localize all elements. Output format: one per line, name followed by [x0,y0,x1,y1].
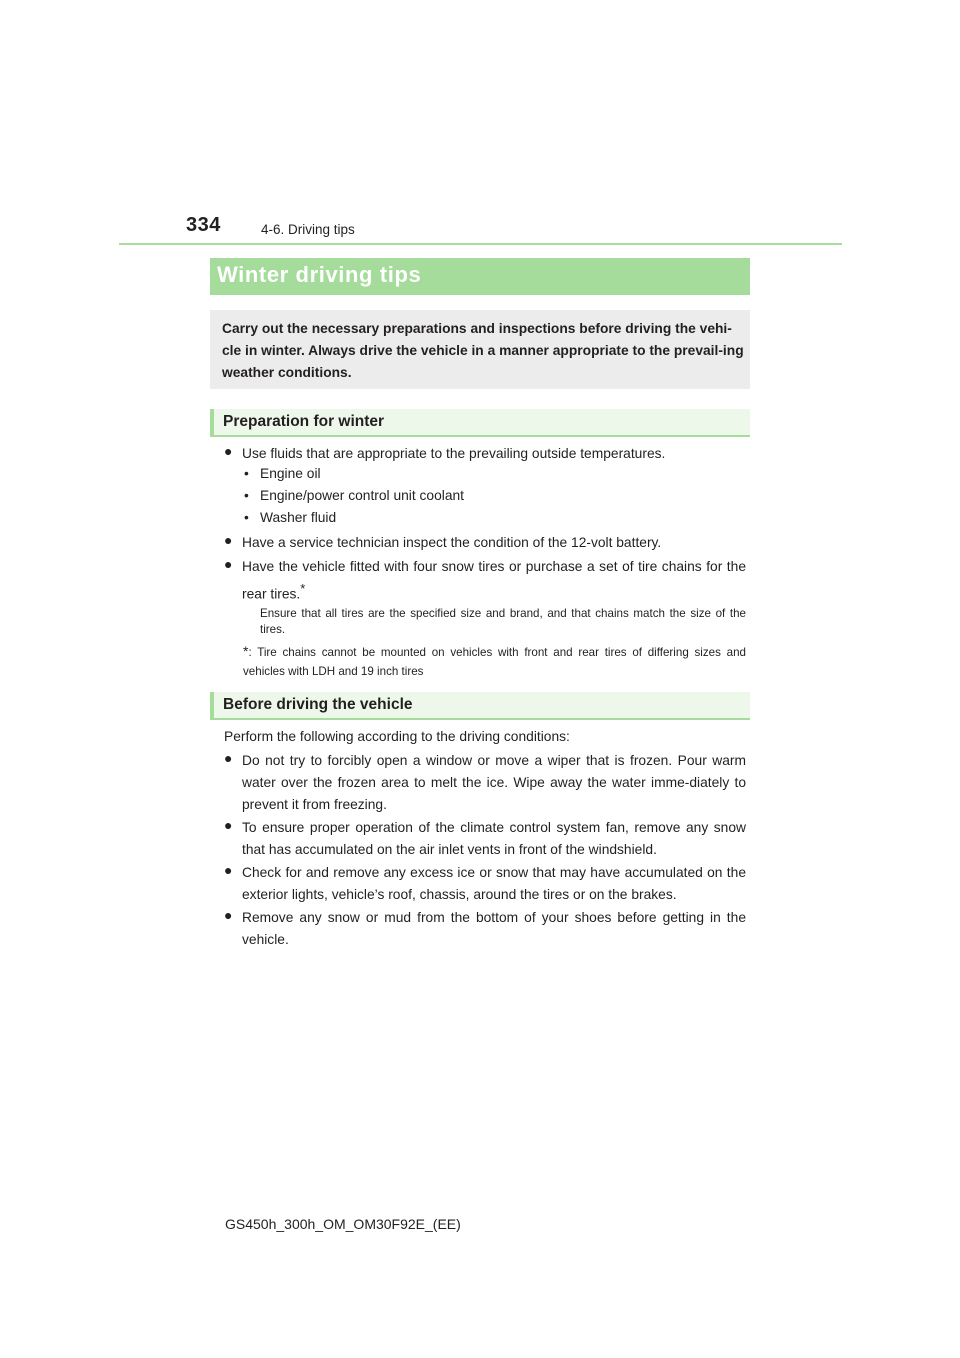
page-number: 334 [186,214,221,236]
bullet-marker: ● [224,817,233,833]
subheading-before-driving [210,692,750,720]
bullet-battery: Have a service technician inspect the condition of the 12-volt battery. [242,535,662,550]
bullet-marker: ● [224,907,233,923]
bullet-shoes: Remove any snow or mud from the bottom of your shoes before getting in the vehicle. [242,910,746,947]
page-title-band [210,258,750,295]
sub-item-engine-oil [244,466,321,481]
sub-marker: • [244,510,249,525]
sub-item-text: Engine oil [260,466,321,481]
tires-note: Ensure that all tires are the specified size and brand, and that chains match the size of the tires. [260,607,746,636]
subheading-before-driving-label: Before driving the vehicle [223,696,413,713]
subheading-preparation-label: Preparation for winter [223,413,385,430]
sub-item-coolant [244,488,464,503]
subheading-preparation [210,409,750,437]
bullet-air-inlet: To ensure proper operation of the climate control system fan, remove any snow that has accumulated on the air inlet vents in front of the windshield. [242,820,746,857]
bullet-tires [242,556,746,606]
footnote-text: : Tire chains cannot be mounted on vehicles with front and rear tires of differing sizes and vehicles with LDH and 19 inch tires [243,646,746,678]
bullet-frozen-wiper: Do not try to forcibly open a window or move a wiper that is frozen. Pour warm water over the frozen area to melt the ice. Wipe away the water imme-diately to prevent it from freezing. [242,753,746,812]
before-driving-lead: Perform the following according to the driving conditions: [224,729,570,744]
bullet-marker: ● [224,532,233,548]
header-divider [119,243,842,245]
sub-item-washer-fluid [244,510,336,525]
intro-box [210,310,750,389]
footnote-marker: * [243,643,249,659]
footnote [243,642,746,681]
section-label: 4-6. Driving tips [261,222,355,237]
bullet-marker: ● [224,750,233,766]
bullet-marker: ● [224,443,233,459]
sub-marker: • [244,488,249,503]
bullet-tires-text: Have the vehicle fitted with four snow tires or purchase a set of tire chains for the rear tires. [242,559,746,602]
page-title: Winter driving tips [217,262,422,287]
sub-marker: • [244,466,249,481]
document-code: GS450h_300h_OM_OM30F92E_(EE) [225,1216,461,1232]
bullet-marker: ● [224,556,233,572]
bullet-fluids: Use fluids that are appropriate to the prevailing outside temperatures. [242,446,666,461]
sub-item-text: Engine/power control unit coolant [260,488,465,503]
bullet-excess-ice: Check for and remove any excess ice or snow that may have accumulated on the exterior lights, vehicle’s roof, chassis, around the tires or on the brakes. [242,865,746,902]
intro-text: Carry out the necessary preparations and inspections before driving the vehi-cle in winter. Always drive the vehicle in a manner appropriate to the prevail-ing weather conditions. [222,321,744,380]
asterisk-mark: * [300,581,306,596]
sub-item-text: Washer fluid [260,510,337,525]
bullet-marker: ● [224,862,233,878]
